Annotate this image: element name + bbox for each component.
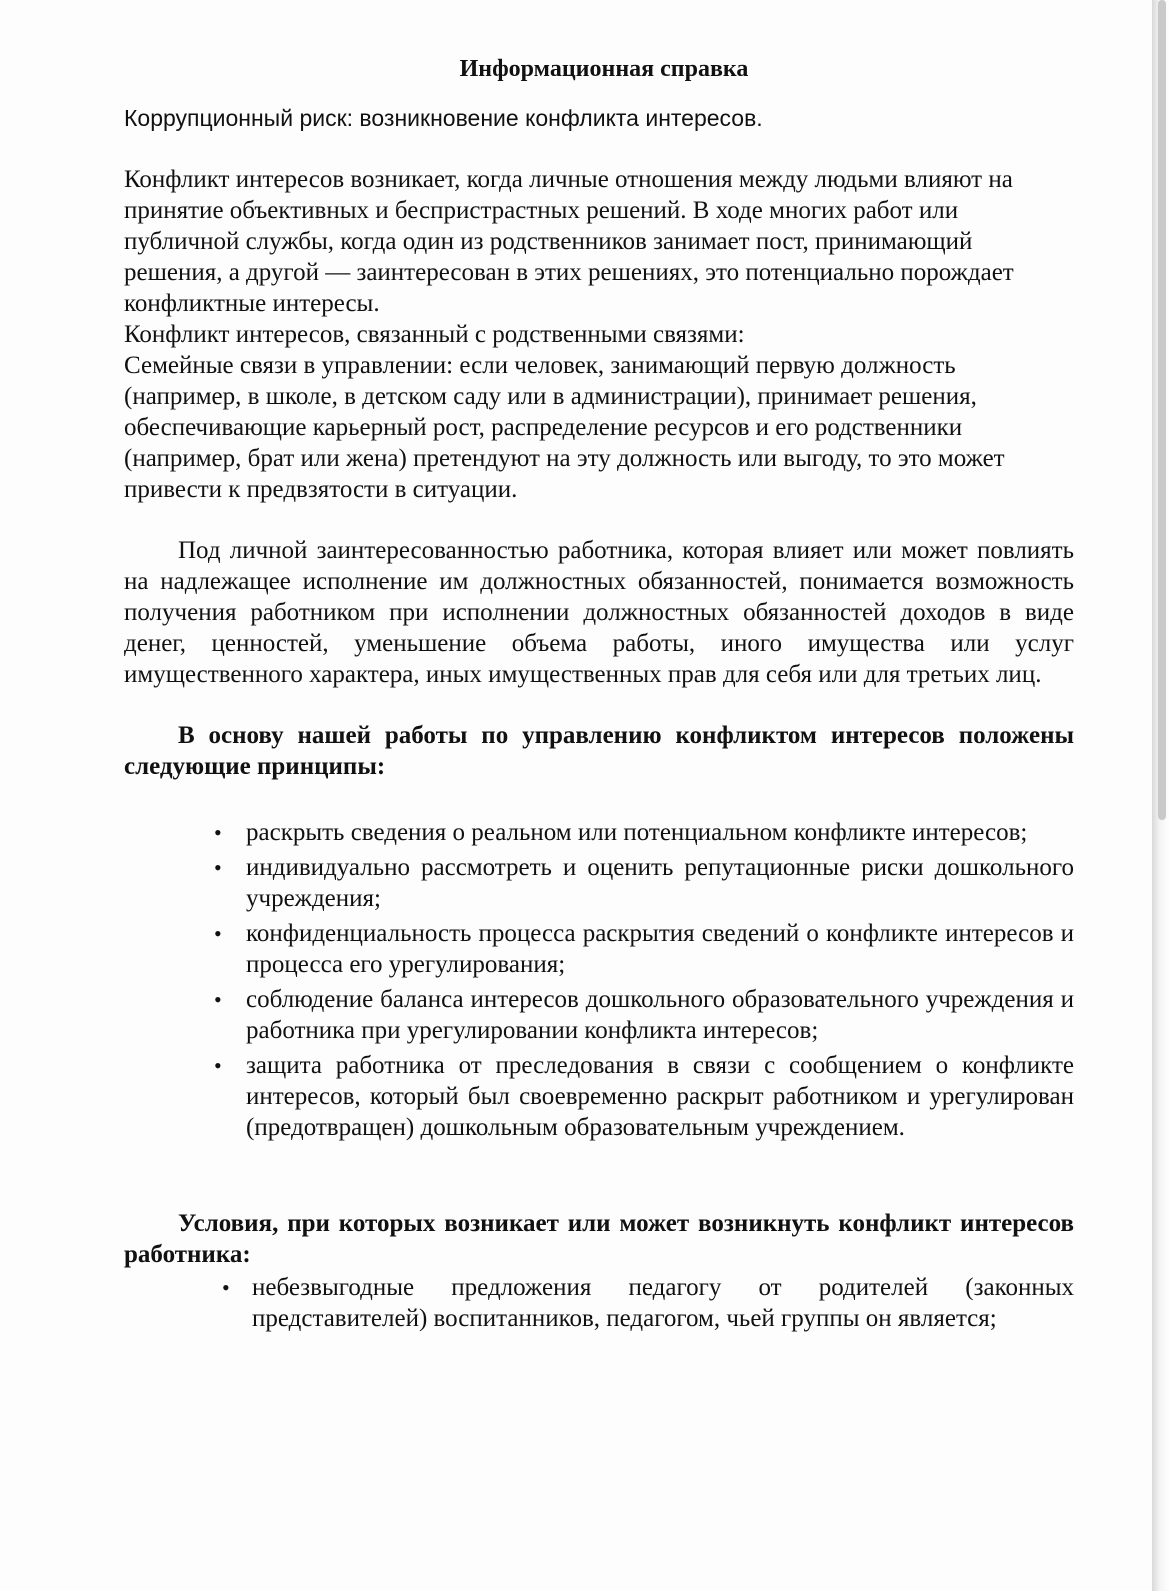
list-item — [214, 984, 1074, 1046]
bullet-icon: • — [214, 1053, 222, 1078]
list-item — [214, 918, 1074, 980]
list-item-text: конфиденциальность процесса раскрытия сведений о конфликте интересов и процесса его урегулирования; — [246, 920, 1074, 978]
bullet-icon: • — [214, 855, 222, 880]
scrollbar[interactable] — [1158, 0, 1166, 820]
risk-line: Коррупционный риск: возникновение конфликта интересов. — [124, 105, 763, 131]
conditions-heading: Условия, при которых возникает или может возникнуть конфликт интересов работника: — [124, 1210, 1074, 1268]
conditions-list — [124, 1272, 1074, 1334]
paragraph-personal-interest: Под личной заинтересованностью работника, которая влияет или может повлиять на надлежащее исполнение им должностных обязанностей, понимается возможность получения работником при исполнении должностных обязанностей доходов в виде денег, ценностей, уменьшение объема работы, иного имущества или услуг имущественного характера, иных имущественных прав для себя или для третьих лиц. — [124, 537, 1074, 688]
paragraph-conflict-definition: Конфликт интересов возникает, когда личные отношения между людьми влияют на принятие объективных и беспристрастных решений. В ходе многих работ или публичной службы, когда один из родственников занимает пост, принимающий решения, а другой — заинтересован в этих решениях, это потенциально порождает конфликтные интересы. — [124, 166, 1014, 317]
principles-heading: В основу нашей работы по управлению конфликтом интересов положены следующие принципы: — [124, 722, 1074, 780]
bullet-icon: • — [214, 987, 222, 1012]
list-item-text: защита работника от преследования в связи с сообщением о конфликте интересов, который был своевременно раскрыт работником и урегулирован (предотвращен) дошкольным образовательным учреждением. — [246, 1052, 1074, 1141]
list-item — [214, 852, 1074, 914]
bullet-icon: • — [214, 820, 222, 845]
list-item — [214, 1050, 1074, 1143]
list-item-text: индивидуально рассмотреть и оценить репутационные риски дошкольного учреждения; — [246, 854, 1074, 912]
list-item-text: небезвыгодные предложения педагогу от родителей (законных представителей) воспитанников, педагогом, чьей группы он является; — [252, 1274, 1074, 1332]
document-title: Информационная справка — [459, 56, 749, 82]
list-item — [222, 1272, 1074, 1334]
paragraph-family-management: Семейные связи в управлении: если человек, занимающий первую должность (например, в школе, в детском саду или в администрации), принимает решения, обеспечивающие карьерный рост, распределение ресурсов и его родственники (например, брат или жена) претендуют на эту должность или выгоду, то это может привести к предвзятости в ситуации. — [124, 352, 1005, 503]
principles-list — [124, 817, 1074, 1143]
paragraph-family-conflict: Конфликт интересов, связанный с родственными связями: — [124, 321, 745, 348]
list-item — [214, 817, 1074, 848]
list-item-text: соблюдение баланса интересов дошкольного образовательного учреждения и работника при урегулировании конфликта интересов; — [246, 986, 1074, 1044]
bullet-icon: • — [214, 921, 222, 946]
list-item-text: раскрыть сведения о реальном или потенциальном конфликте интересов; — [246, 819, 1028, 846]
bullet-icon: • — [222, 1275, 230, 1300]
document-body — [124, 54, 1074, 1334]
